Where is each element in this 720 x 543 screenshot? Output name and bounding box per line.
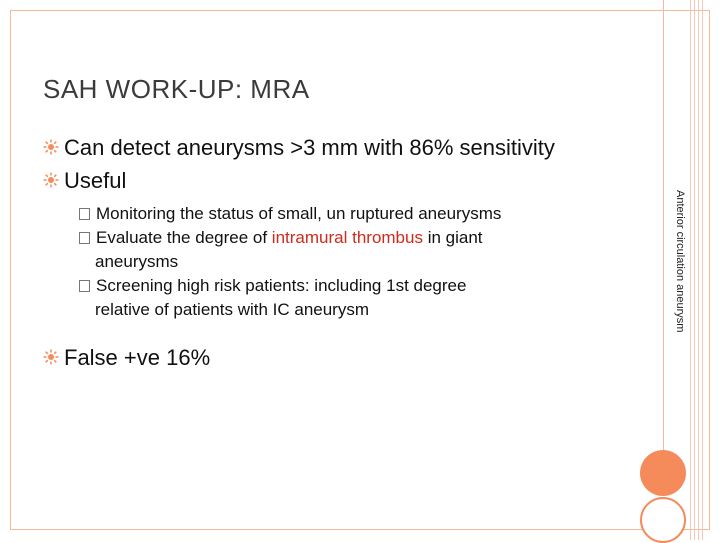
sun-bullet-icon	[43, 139, 59, 155]
vertical-divider	[663, 0, 664, 450]
sun-bullet-icon	[43, 349, 59, 365]
sub-bullet-list	[76, 202, 501, 322]
bullet-text: False +ve 16%	[64, 345, 211, 370]
sub-bullet-text: Screening high risk patients: including 1st degree	[96, 276, 467, 295]
highlight-text: intramural thrombus	[271, 228, 423, 247]
side-label: Anterior circulation aneurysm	[674, 190, 686, 333]
sub-bullet-item	[76, 226, 501, 250]
sub-bullet-text: in giant	[422, 228, 483, 247]
sub-bullet-item	[76, 274, 501, 298]
checkbox-icon	[79, 208, 90, 220]
sun-bullet-icon	[43, 172, 59, 188]
sub-bullet-item	[76, 202, 501, 226]
decorative-circle	[640, 450, 686, 496]
bullet-text: Useful	[64, 168, 127, 193]
decorative-circle-outline	[640, 497, 686, 543]
sub-bullet-text: Evaluate the degree of	[96, 228, 272, 247]
checkbox-icon	[79, 232, 90, 244]
bullet-text: Can detect aneurysms >3 mm with 86% sensitivity	[64, 135, 555, 160]
sub-bullet-continuation: aneurysms	[95, 252, 179, 271]
slide-title: SAH WORK-UP: MRA	[43, 74, 310, 104]
sub-bullet-continuation: relative of patients with IC aneurysm	[95, 300, 370, 319]
sub-bullet-text: Monitoring the status of small, un ruptured aneurysms	[96, 204, 502, 223]
decorative-lines	[690, 0, 704, 540]
checkbox-icon	[79, 280, 90, 292]
